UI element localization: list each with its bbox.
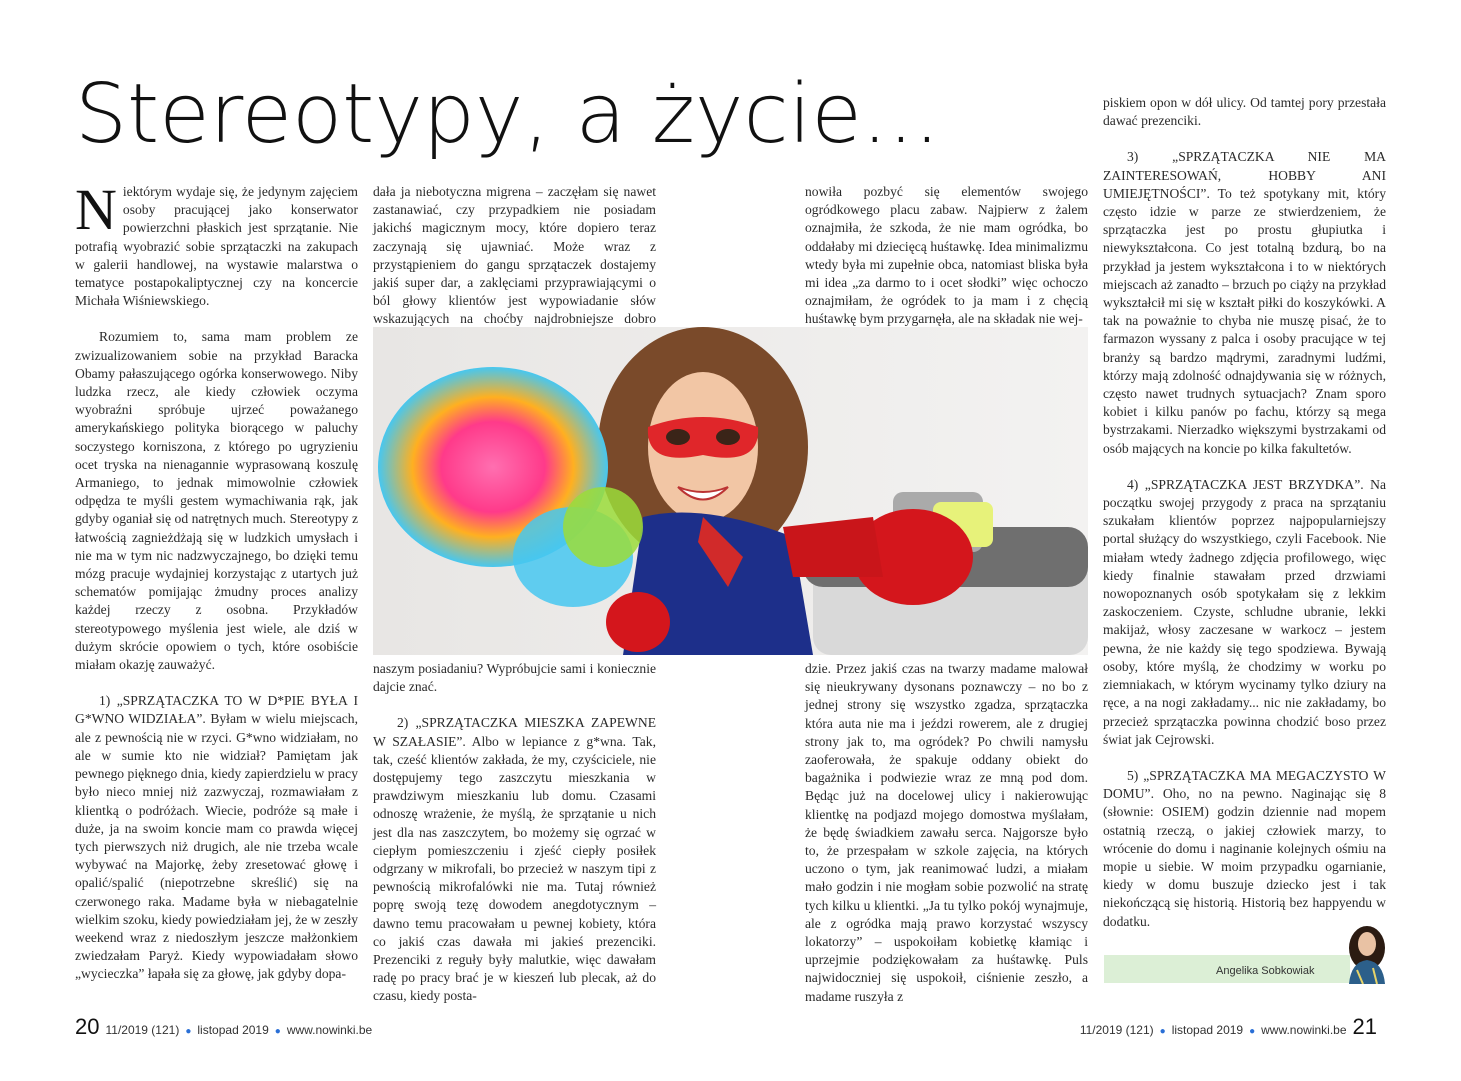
- bullet-dot-icon: ●: [274, 1026, 281, 1037]
- point-5-paragraph: 5) „SPRZĄTACZKA MA MEGACZYSTO W DOMU”. Oho, no na pewno. Naginając się 8 (słownie: OSIEM) godzin dziennie nad mopem ostatnią rzeczą, o jakiej człowiek marzy, to wrócenie do domu i naginanie kolejnych ośmiu na mopie u siebie. W moim przypadku ogarnianie, kiedy w domu buszuje dziecko jest i tak niekończącą się historią. Historią bez happyendu w dodatku.: [1103, 767, 1386, 929]
- issue-number: 11/2019 (121): [1079, 1023, 1154, 1037]
- superhero-cleaner-photo: [373, 327, 1088, 655]
- paragraph: naszym posiadaniu? Wypróbujcie sami i koniecznie dajcie znać.: [373, 661, 656, 695]
- column-4: [1103, 94, 1386, 931]
- website: www.nowinki.be: [286, 1023, 373, 1037]
- bullet-dot-icon: ●: [185, 1026, 192, 1037]
- paragraph: dzie. Przez jakiś czas na twarzy madame malował się nieukrywany dysonans poznawczy – no bo z jednej strony się wszystko zgadza, sprzątaczka która auta nie ma i jeździ rowerem, ale z drugiej strony jak to, ma ogródek? Po chwili namysłu zaoferowała, że spakuje oddany obiekt do bagażnika i podwiezie wraz ze mną pod dom. Będąc już na docelowej ulicy i nakierowując klientkę na podjazd mojego domostwa myślałam, że będę świadkiem zawału serca. Najgorsze było to, że przespałam w szkole zajęcia, na których uczono o tym, jak reanimować ludzi, a miałam mało godzin i nie mogłam sobie pozwolić na stratę tych kilku u klientki. „Ja tu tylko pokój wynajmuje, ale z ogródka mają prawo korzystać wszyscy lokatorzy” – uspokoiłam kobietkę kłamiąc i uprzejmie podziękowałam za huśtawkę. Puls najwidoczniej się uspokoił, ciśnienie zeszło, a madame ruszyła z: [805, 661, 1088, 1004]
- point-2-paragraph: 2) „SPRZĄTACZKA MIESZKA ZAPEWNE W SZAŁASIE”. Albo w lepiance z g*wna. Tak, tak, cześć klientów zakłada, że my, czyściciele, nie dostępujemy tego zaszczytu mieszkania w prawdziwym mieszkaniu lub domu. Czasami odnoszę wrażenie, że myślą, że sprzątanie u nich jest dla nas zaszczytem, bo możemy się ogrzać w ciepłym pomieszczeniu i zjeść ciepły posiłek odgrzany w mikrofali, bo przecież w naszym tipi z pewnością mikrofalówki nie ma. Tutaj również poprę swoją tezę dowodem anegdotycznym – dawno temu pracowałam u pewnej kobiety, która co jakiś czas dawała mi jakieś prezenciki. Prezenciki z reguły były malutkie, więc dawałam radę po pracy brać je w kieszeń lub plecak, aż do czasu, kiedy posta-: [373, 715, 656, 1004]
- paragraph: Rozumiem to, sama mam problem ze zwizualizowaniem sobie na przykład Baracka Obamy pałaszującego ogórka konserwowego. Niby ludzka rzecz, ale kiedy człowiek oczyma wyobraźni spróbuje ujrzeć poważanego amerykańskiego polityka biorącego w paluchy soczystego korniszona, z którego po ugryzieniu ocet tryska na nienagannie wyprasowaną koszulę Armaniego, to jednak mimowolnie człowiek odpędza te myśli gestem wymachiwania rąk, jak gdyby oganiał się od natrętnych much. Stereotypy z łatwością zagnieżdżają się w ludzkich umysłach i nie ma w tym nic nadzwyczajnego, bo dzięki temu mózg pracuje wydajniej korzystając z utartych już schematów pomijając żmudny proces analizy każdej rzeczy z osobna. Przykładów stereotypowego myślenia jest wiele, ale dziś w dużym skrócie opowiem o tych, które osobiście miałam okazję zauważyć.: [75, 329, 358, 673]
- photo-illustration: [373, 327, 1088, 655]
- column-3-bottom: [805, 660, 1088, 1006]
- point-3-paragraph: 3) „SPRZĄTACZKA NIE MA ZAINTERESOWAŃ, HOBBY ANI UMIEJĘTNOŚCI”. To też spotykany mit, który często idzie w parze ze stwierdzeniem, że sprzątaczka jest po prostu głupiutka i niewykształcona. Co jest totalną bzdurą, bo na przykład ja jestem wykształcona i to w niektórych miejscach aż zanadto – brzuch po ciąży na przykład wykształcił mi się w kształt piłki do koszykówki. A tak na poważnie to chyba nie muszę pisać, że to farmazon wyssany z palca i osoby pracujące w tej branży są bardzo mądrymi, zaradnymi ludźmi, którzy mają zdolność odnajdywania się w różnych, często nawet trudnych sytuacjach? Znam sporo kobiet i kilku panów po fachu, którzy są mega bystrzakami. Nierzadko większymi bystrzakami od osób mających na koncie po kilka fakultetów.: [1103, 149, 1386, 456]
- issue-month: listopad 2019: [1171, 1023, 1244, 1037]
- author-name: Angelika Sobkowiak: [1216, 965, 1315, 977]
- author-avatar: [1343, 922, 1391, 984]
- issue-month: listopad 2019: [197, 1023, 269, 1037]
- bullet-dot-icon: ●: [1159, 1026, 1166, 1037]
- article-title: Stereotypy, a życie...: [75, 67, 940, 162]
- point-4-paragraph: 4) „SPRZĄTACZKA JEST BRZYDKA”. Na początku swojej przygody z praca na sprzątaniu szukałam klientów poprzez najpopularniejszy portal służący do wszystkiego, czyli Facebook. Nie miałam wtedy żadnego zdjęcia profilowego, więc kiedy finalnie stawałam przed drzwiami nowopoznanych osób spotykałam się z lekkim zaskoczeniem. Czyste, schludne ubranie, lekki makijaż, włosy zaczesane w warkocz – jestem pewna, że nie każdy się tego spodziewa. Bywają osoby, które myślą, że chodzimy w worku po ziemniakach, w którym wycinamy tylko dziury na ręce, a na nogi zakładamy... nic nie zakładamy, bo przecież sprzątaczka powinna chodzić boso przez świat jak Cejrowski.: [1103, 476, 1386, 747]
- footer-right: [1080, 1014, 1377, 1040]
- bullet-dot-icon: ●: [1249, 1026, 1256, 1037]
- intro-paragraph: Niektórym wydaje się, że jedynym zajęciem osoby pracującej jako konserwator powierzchni płaskich jest sprzątanie. Nie potrafią wyobrazić sobie sprzątaczki na zakupach w galerii handlowej, na wystawie malarstwa o tematyce postapokaliptycznej czy na koncercie Michała Wiśniewskiego.: [75, 177, 358, 309]
- issue-number: 11/2019 (121): [105, 1023, 180, 1037]
- page-number: 21: [1352, 1014, 1377, 1039]
- paragraph: nowiła pozbyć się elementów swojego ogródkowego placu zabaw. Najpierw z żalem oznajmiła, że szkoda, że nie mam ogródka, bo oddałaby mi dziecięcą huśtawkę. Idea minimalizmu wtedy była mi zupełnie obca, natomiast bliska była mi idea „za darmo to i ocet słodki” więc ochoczo oznajmiłam, że ogródek to ja mam i z chęcią huśtawkę bym przygarnęła, ale na składak nie wej-: [805, 184, 1088, 327]
- paragraph: piskiem opon w dół ulicy. Od tamtej pory przestała dawać prezenciki.: [1103, 95, 1386, 129]
- column-2-top: [373, 183, 656, 347]
- point-1-paragraph: 1) „SPRZĄTACZKA TO W D*PIE BYŁA I G*WNO WIDZIAŁA”. Byłam w wielu miejscach, ale z pewnością nie w rzyci. G*wno widziałam, no ale w sumie kto nie widział? Pamiętam jak pewnego pięknego dnia, kiedy zapierdzielu w pracy było nieco mniej niż zazwyczaj, rozmawiałam z klientką o podróżach. Wiecie, podróże są małe i duże, ja na swoim koncie mam co prawda więcej tych pierwszych niż drugich, ale nie trzeba wcale wybywać na Majorkę, żeby zresetować głowę i opalić/spalić (niepotrzebne skreślić) się na czerwonego raka. Madame była w niebagatelnie wielkim szoku, kiedy powiedziałam jej, że w zeszły weekend wraz z niedoszłym jeszcze małżonkiem zwiedzałam Paryż. Kiedy wypowiadałam słowo „wycieczka” łapała się za głowę, jak gdyby dopa-: [75, 693, 358, 982]
- footer-left: [75, 1014, 372, 1040]
- page-number: 20: [75, 1014, 100, 1039]
- column-1: [75, 177, 358, 984]
- website: www.nowinki.be: [1261, 1023, 1347, 1037]
- column-2-bottom: [373, 660, 656, 1006]
- paragraph: dała ja niebotyczna migrena – zaczęłam się nawet zastanawiać, czy przypadkiem nie posiadam jakichś magicznym mocy, które dopiero teraz zaczynają się ujawniać. Może wraz z przystąpieniem do gangu sprzątaczek dostajemy jakiś super dar, a zaklęciami przyprawiającymi o ból głowy klientów jest wypowiadanie słów wskazujących na choćby najdrobniejsze dobro: [373, 184, 656, 327]
- column-3-top: [805, 183, 1088, 329]
- drop-cap: N: [75, 177, 117, 242]
